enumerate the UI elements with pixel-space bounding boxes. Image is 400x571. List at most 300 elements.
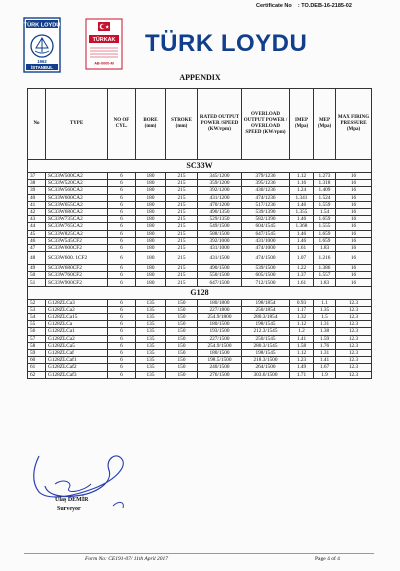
table-cell: 198/1545 <box>242 321 290 328</box>
table-cell: 1.41 <box>290 335 314 342</box>
table-cell: G128ZLCa1 <box>46 328 108 335</box>
table-cell: 647/1545 <box>242 230 290 237</box>
table-cell: 582/1390 <box>242 216 290 223</box>
table-cell: 150 <box>166 321 198 328</box>
table-cell: 6 <box>108 216 136 223</box>
table-cell: SC33W655CA2 <box>46 201 108 208</box>
table-cell: 1.07 <box>290 252 314 265</box>
table-cell: 254.9/1500 <box>198 342 242 349</box>
table-cell: 1.58 <box>290 342 314 349</box>
table-cell: 135 <box>136 342 166 349</box>
table-cell: 1.46 <box>290 230 314 237</box>
table-cell: 135 <box>136 357 166 364</box>
table-cell: 227/1500 <box>198 335 242 342</box>
table-cell: 16 <box>336 194 372 201</box>
section-row <box>28 160 372 173</box>
appendix-title: APPENDIX <box>179 73 221 82</box>
table-cell: 588/1500 <box>198 230 242 237</box>
table-cell: 1.557 <box>314 272 336 279</box>
table-cell: 215 <box>166 244 198 251</box>
table-cell: 16 <box>336 237 372 244</box>
table-cell: 6 <box>108 357 136 364</box>
table-cell: 1.59 <box>314 335 336 342</box>
table-cell: 180 <box>136 187 166 194</box>
table-cell: 1.659 <box>314 237 336 244</box>
table-cell: 215 <box>166 208 198 215</box>
brand-title: TÜRK LOYDU <box>145 30 308 57</box>
section-row <box>28 286 372 299</box>
table-cell: 1.2 <box>290 328 314 335</box>
table-cell: SC33W500CA2 <box>46 173 108 180</box>
table-cell: 1.273 <box>314 173 336 180</box>
certificate-label: Certificate No <box>256 3 292 9</box>
table-cell: 37 <box>28 173 46 180</box>
table-cell: 6 <box>108 223 136 230</box>
table-cell: 193/1500 <box>198 328 242 335</box>
table-cell: 135 <box>136 364 166 371</box>
table-cell: 218.3/1500 <box>242 357 290 364</box>
table-cell: 12.3 <box>336 321 372 328</box>
table-cell: 180/1500 <box>198 321 242 328</box>
table-cell: 12.3 <box>336 371 372 378</box>
table-cell: 16 <box>336 244 372 251</box>
table-cell: 474/1500 <box>242 252 290 265</box>
table-cell: 215 <box>166 272 198 279</box>
table-cell: SC33W900CF2 <box>46 279 108 286</box>
table-cell: 16 <box>336 230 372 237</box>
table-cell: 470/1200 <box>198 201 242 208</box>
table-cell: 59 <box>28 349 46 356</box>
turkak-text: TÜRKAK <box>92 37 116 43</box>
table-cell: SC33W520CA2 <box>46 180 108 187</box>
table-cell: 6 <box>108 299 136 306</box>
table-cell: 1.61 <box>290 244 314 251</box>
column-header: IMEP (Mpa) <box>290 89 314 160</box>
table-cell: 345/1200 <box>198 173 242 180</box>
table-cell: 12.3 <box>336 335 372 342</box>
table-cell: 12.3 <box>336 349 372 356</box>
table-cell: 6 <box>108 335 136 342</box>
table-row <box>28 230 372 237</box>
table-cell: G128ZLCa <box>46 321 108 328</box>
table-cell: G128ZLCa2 <box>46 335 108 342</box>
table-cell: 180/1500 <box>198 349 242 356</box>
table-cell: 392/1000 <box>198 237 242 244</box>
column-header: BORE (mm) <box>136 89 166 160</box>
table-cell: 6 <box>108 364 136 371</box>
table-row <box>28 244 372 251</box>
table-cell: 180 <box>136 173 166 180</box>
table-cell: 6 <box>108 371 136 378</box>
table-cell: 240/1500 <box>198 364 242 371</box>
table-cell: 180 <box>136 272 166 279</box>
table-cell: 135 <box>136 299 166 306</box>
table-row <box>28 321 372 328</box>
table-cell: 150 <box>166 342 198 349</box>
table-row <box>28 364 372 371</box>
table-cell: 6 <box>108 187 136 194</box>
table-cell: 215 <box>166 265 198 272</box>
table-cell: 264/1500 <box>242 364 290 371</box>
table-cell: 135 <box>136 328 166 335</box>
table-row <box>28 187 372 194</box>
table-cell: 1.54 <box>314 208 336 215</box>
table-row <box>28 252 372 265</box>
table-row <box>28 180 372 187</box>
table-cell: 1.659 <box>314 216 336 223</box>
table-cell: 150 <box>166 349 198 356</box>
table-cell: 1.9 <box>314 371 336 378</box>
table-cell: 215 <box>166 216 198 223</box>
table-cell: 198.5/1500 <box>198 357 242 364</box>
table-cell: 1.409 <box>314 187 336 194</box>
table-cell: 359/1200 <box>198 180 242 187</box>
table-row <box>28 237 372 244</box>
table-cell: 198/1545 <box>242 349 290 356</box>
table-cell: 62 <box>28 371 46 378</box>
table-cell: G128ZLCa5 <box>46 342 108 349</box>
table-cell: 250/1545 <box>242 335 290 342</box>
table-cell: 6 <box>108 279 136 286</box>
table-cell: 1.67 <box>314 364 336 371</box>
table-cell: 42 <box>28 208 46 215</box>
table-cell: 1.12 <box>290 349 314 356</box>
table-cell: 198/1854 <box>242 299 290 306</box>
table-cell: 1.524 <box>314 194 336 201</box>
table-cell: 55 <box>28 321 46 328</box>
table-cell: 135 <box>136 335 166 342</box>
table-cell: 6 <box>108 194 136 201</box>
table-row <box>28 194 372 201</box>
table-cell: 474/1000 <box>242 244 290 251</box>
table-cell: G128ZLCaf <box>46 349 108 356</box>
column-header: STROKE (mm) <box>166 89 198 160</box>
table-cell: 1.368 <box>290 223 314 230</box>
logo-city: İSTANBUL <box>31 64 53 70</box>
table-cell: 605/1500 <box>242 272 290 279</box>
table-cell: 539/1500 <box>242 265 290 272</box>
table-cell: 6 <box>108 201 136 208</box>
table-cell: 12.3 <box>336 314 372 321</box>
table-cell: 490/1500 <box>198 265 242 272</box>
table-cell: 150 <box>166 371 198 378</box>
table-cell: 431/1000 <box>242 237 290 244</box>
certificate-number <box>256 3 352 9</box>
table-cell: SC33W765CA2 <box>46 223 108 230</box>
table-cell: 12.3 <box>336 306 372 313</box>
table-cell: 1.46 <box>290 201 314 208</box>
column-header: MEP (Mpa) <box>314 89 336 160</box>
table-cell: 6 <box>108 306 136 313</box>
table-cell: 1.31 <box>314 321 336 328</box>
table-cell: 180 <box>136 223 166 230</box>
table-cell: 395/1236 <box>242 180 290 187</box>
table-cell: 1.16 <box>290 180 314 187</box>
table-cell: 1.12 <box>290 173 314 180</box>
table-cell: 250/1854 <box>242 306 290 313</box>
table-cell: 1.555 <box>314 223 336 230</box>
table-cell: 227/1800 <box>198 306 242 313</box>
table-cell: 180 <box>136 237 166 244</box>
table-cell: 6 <box>108 244 136 251</box>
table-cell: 215 <box>166 252 198 265</box>
table-cell: 1.38 <box>314 328 336 335</box>
column-header: RATED OUTPUT POWER /SPEED (KW/rpm) <box>198 89 242 160</box>
table-cell: 61 <box>28 364 46 371</box>
table-cell: 0.93 <box>290 299 314 306</box>
table-cell: 1.83 <box>314 279 336 286</box>
table-row <box>28 335 372 342</box>
table-cell: 40 <box>28 194 46 201</box>
table-cell: 16 <box>336 272 372 279</box>
table-cell: G128ZLCa2 <box>46 306 108 313</box>
table-cell: 6 <box>108 208 136 215</box>
column-header: MAX FIRING PRESSURE (Mpa) <box>336 89 372 160</box>
table-row <box>28 223 372 230</box>
table-row <box>28 201 372 208</box>
surveyor-name: Ulaş DEMİR <box>55 497 89 503</box>
table-cell: 1.46 <box>290 216 314 223</box>
table-cell: 48 <box>28 252 46 265</box>
table-cell: 16 <box>336 173 372 180</box>
table-cell: 180 <box>136 265 166 272</box>
table-cell: 16 <box>336 216 372 223</box>
table-cell: 53 <box>28 306 46 313</box>
table-cell: 1.23 <box>290 357 314 364</box>
table-cell: 16 <box>336 223 372 230</box>
table-cell: 150 <box>166 335 198 342</box>
table-cell: 45 <box>28 230 46 237</box>
table-cell: 1.355 <box>290 208 314 215</box>
table-cell: 215 <box>166 180 198 187</box>
table-cell: 43 <box>28 216 46 223</box>
table-cell: 150 <box>166 364 198 371</box>
table-cell: 379/1236 <box>242 173 290 180</box>
table-cell: 6 <box>108 230 136 237</box>
table-cell: 6 <box>108 321 136 328</box>
table-cell: 1.35 <box>314 306 336 313</box>
table-cell: 6 <box>108 314 136 321</box>
logo-year: 1962 <box>37 59 47 64</box>
table-row <box>28 357 372 364</box>
table-cell: SC33W825CA2 <box>46 230 108 237</box>
table-row <box>28 314 372 321</box>
table-cell: 180/1800 <box>198 299 242 306</box>
table-cell: 6 <box>108 342 136 349</box>
table-cell: 254.9/1800 <box>198 314 242 321</box>
table-cell: 1.1 <box>314 299 336 306</box>
table-row <box>28 349 372 356</box>
table-cell: 16 <box>336 180 372 187</box>
table-cell: 1.46 <box>290 237 314 244</box>
section-title: SC33W <box>28 160 372 173</box>
table-cell: 303.6/1500 <box>242 371 290 378</box>
table-cell: 1.17 <box>290 306 314 313</box>
table-cell: 1.12 <box>290 321 314 328</box>
table-cell: 1.71 <box>290 371 314 378</box>
table-cell: 150 <box>166 306 198 313</box>
form-number: Form No: CE191-07/ 11th April 2017 <box>85 556 169 562</box>
engine-specification-table <box>27 88 372 379</box>
table-cell: 135 <box>136 306 166 313</box>
table-cell: 1.32 <box>290 314 314 321</box>
table-cell: 12.3 <box>336 299 372 306</box>
table-row <box>28 371 372 378</box>
table-cell: 1.5 <box>314 314 336 321</box>
table-cell: 215 <box>166 237 198 244</box>
table-cell: SC33W760CF2 <box>46 272 108 279</box>
table-cell: 1.659 <box>314 230 336 237</box>
table-cell: 16 <box>336 208 372 215</box>
table-cell: SC33W545CF2 <box>46 237 108 244</box>
table-row <box>28 272 372 279</box>
table-cell: SC33W560CA2 <box>46 187 108 194</box>
table-cell: SC33W680CF2 <box>46 265 108 272</box>
table-header <box>28 89 372 160</box>
table-cell: 215 <box>166 187 198 194</box>
table-cell: 215 <box>166 194 198 201</box>
table-cell: 6 <box>108 349 136 356</box>
table-row <box>28 173 372 180</box>
table-cell: 1.318 <box>314 180 336 187</box>
column-header: NO OF CYL. <box>108 89 136 160</box>
table-cell: 215 <box>166 279 198 286</box>
table-cell: 135 <box>136 371 166 378</box>
table-cell: 1.41 <box>314 357 336 364</box>
table-cell: 180 <box>136 279 166 286</box>
table-cell: 180 <box>136 252 166 265</box>
table-cell: 6 <box>108 237 136 244</box>
table-cell: 6 <box>108 265 136 272</box>
table-cell: 431/1000 <box>198 244 242 251</box>
surveyor-role: Surveyor <box>57 506 81 512</box>
table-cell: 6 <box>108 180 136 187</box>
table-row <box>28 342 372 349</box>
turkak-sub: AB-0000-M <box>94 61 114 66</box>
table-cell: 39 <box>28 187 46 194</box>
table-cell: 430/1236 <box>242 187 290 194</box>
table-cell: 431/1200 <box>198 194 242 201</box>
table-cell: 44 <box>28 223 46 230</box>
page-number: Page 4 of 4 <box>315 556 340 562</box>
table-row <box>28 299 372 306</box>
table-cell: 180 <box>136 194 166 201</box>
table-cell: 150 <box>166 328 198 335</box>
column-header: No <box>28 89 46 160</box>
table-cell: 51 <box>28 279 46 286</box>
logo-text-top: TÜRK LOYDU <box>23 22 61 29</box>
table-cell: G128ZLCa3 <box>46 299 108 306</box>
table-cell: 60 <box>28 357 46 364</box>
table-cell: G128ZLCaf1 <box>46 357 108 364</box>
table-cell: 6 <box>108 272 136 279</box>
table-row <box>28 279 372 286</box>
table-cell: 150 <box>166 299 198 306</box>
table-body <box>28 160 372 379</box>
table-row <box>28 328 372 335</box>
table-cell: 49 <box>28 265 46 272</box>
table-cell: 38 <box>28 180 46 187</box>
table-cell: 41 <box>28 201 46 208</box>
table-cell: 135 <box>136 314 166 321</box>
turk-loydu-logo-icon <box>23 17 61 73</box>
table-row <box>28 306 372 313</box>
table-cell: 1.216 <box>314 252 336 265</box>
table-cell: SC33W735CA2 <box>46 216 108 223</box>
table-cell: 1.31 <box>314 349 336 356</box>
table-cell: 549/1500 <box>198 223 242 230</box>
table-cell: 215 <box>166 173 198 180</box>
certificate-value: : TO.DEB-16-2185-02 <box>297 3 352 9</box>
table-cell: 474/1236 <box>242 194 290 201</box>
table-cell: 215 <box>166 201 198 208</box>
table-cell: 539/1390 <box>242 208 290 215</box>
table-cell: 1.22 <box>290 265 314 272</box>
column-header: TYPE <box>46 89 108 160</box>
table-cell: 215 <box>166 223 198 230</box>
table-row <box>28 265 372 272</box>
table-cell: 56 <box>28 328 46 335</box>
table-cell: 180 <box>136 216 166 223</box>
table-cell: 392/1200 <box>198 187 242 194</box>
table-cell: 1.341 <box>290 194 314 201</box>
table-cell: G128ZLCa15 <box>46 314 108 321</box>
table-cell: 280.3/1545 <box>242 342 290 349</box>
table-cell: 647/1500 <box>198 279 242 286</box>
table-cell: 517/1236 <box>242 201 290 208</box>
table-cell: 12.3 <box>336 328 372 335</box>
table-cell: 1.76 <box>314 342 336 349</box>
table-cell: 180 <box>136 230 166 237</box>
table-cell: 1.386 <box>314 265 336 272</box>
table-cell: 215 <box>166 230 198 237</box>
table-cell: 58 <box>28 342 46 349</box>
table-cell: 212.3/1545 <box>242 328 290 335</box>
table-cell: 16 <box>336 265 372 272</box>
table-cell: 150 <box>166 314 198 321</box>
table-cell: SC33W600CA2 <box>46 194 108 201</box>
section-title: G128 <box>28 286 372 299</box>
table-row <box>28 208 372 215</box>
table-cell: 550/1500 <box>198 272 242 279</box>
turkak-accreditation-icon <box>85 18 123 70</box>
table-cell: 1.61 <box>290 279 314 286</box>
table-cell: 57 <box>28 335 46 342</box>
table-cell: SC33W680CA2 <box>46 208 108 215</box>
table-cell: 135 <box>136 321 166 328</box>
table-row <box>28 216 372 223</box>
table-cell: 431/1500 <box>198 252 242 265</box>
table-cell: 135 <box>136 349 166 356</box>
table-cell: 529/1350 <box>198 216 242 223</box>
table-cell: 180 <box>136 201 166 208</box>
table-cell: 12.3 <box>336 357 372 364</box>
table-cell: 180 <box>136 208 166 215</box>
table-cell: 1.83 <box>314 244 336 251</box>
table-cell: 6 <box>108 328 136 335</box>
table-cell: 1.37 <box>290 272 314 279</box>
table-cell: 47 <box>28 244 46 251</box>
table-cell: 604/1545 <box>242 223 290 230</box>
table-cell: 1.559 <box>314 201 336 208</box>
column-header: OVERLOAD OUTPUT POWER / OVERLOAD SPEED (KW/rpm) <box>242 89 290 160</box>
table-cell: 6 <box>108 173 136 180</box>
table-cell: 54 <box>28 314 46 321</box>
table-cell: 1.49 <box>290 364 314 371</box>
table-cell: 16 <box>336 187 372 194</box>
table-cell: 12.3 <box>336 364 372 371</box>
table-cell: SC33W600. 1CF2 <box>46 252 108 265</box>
